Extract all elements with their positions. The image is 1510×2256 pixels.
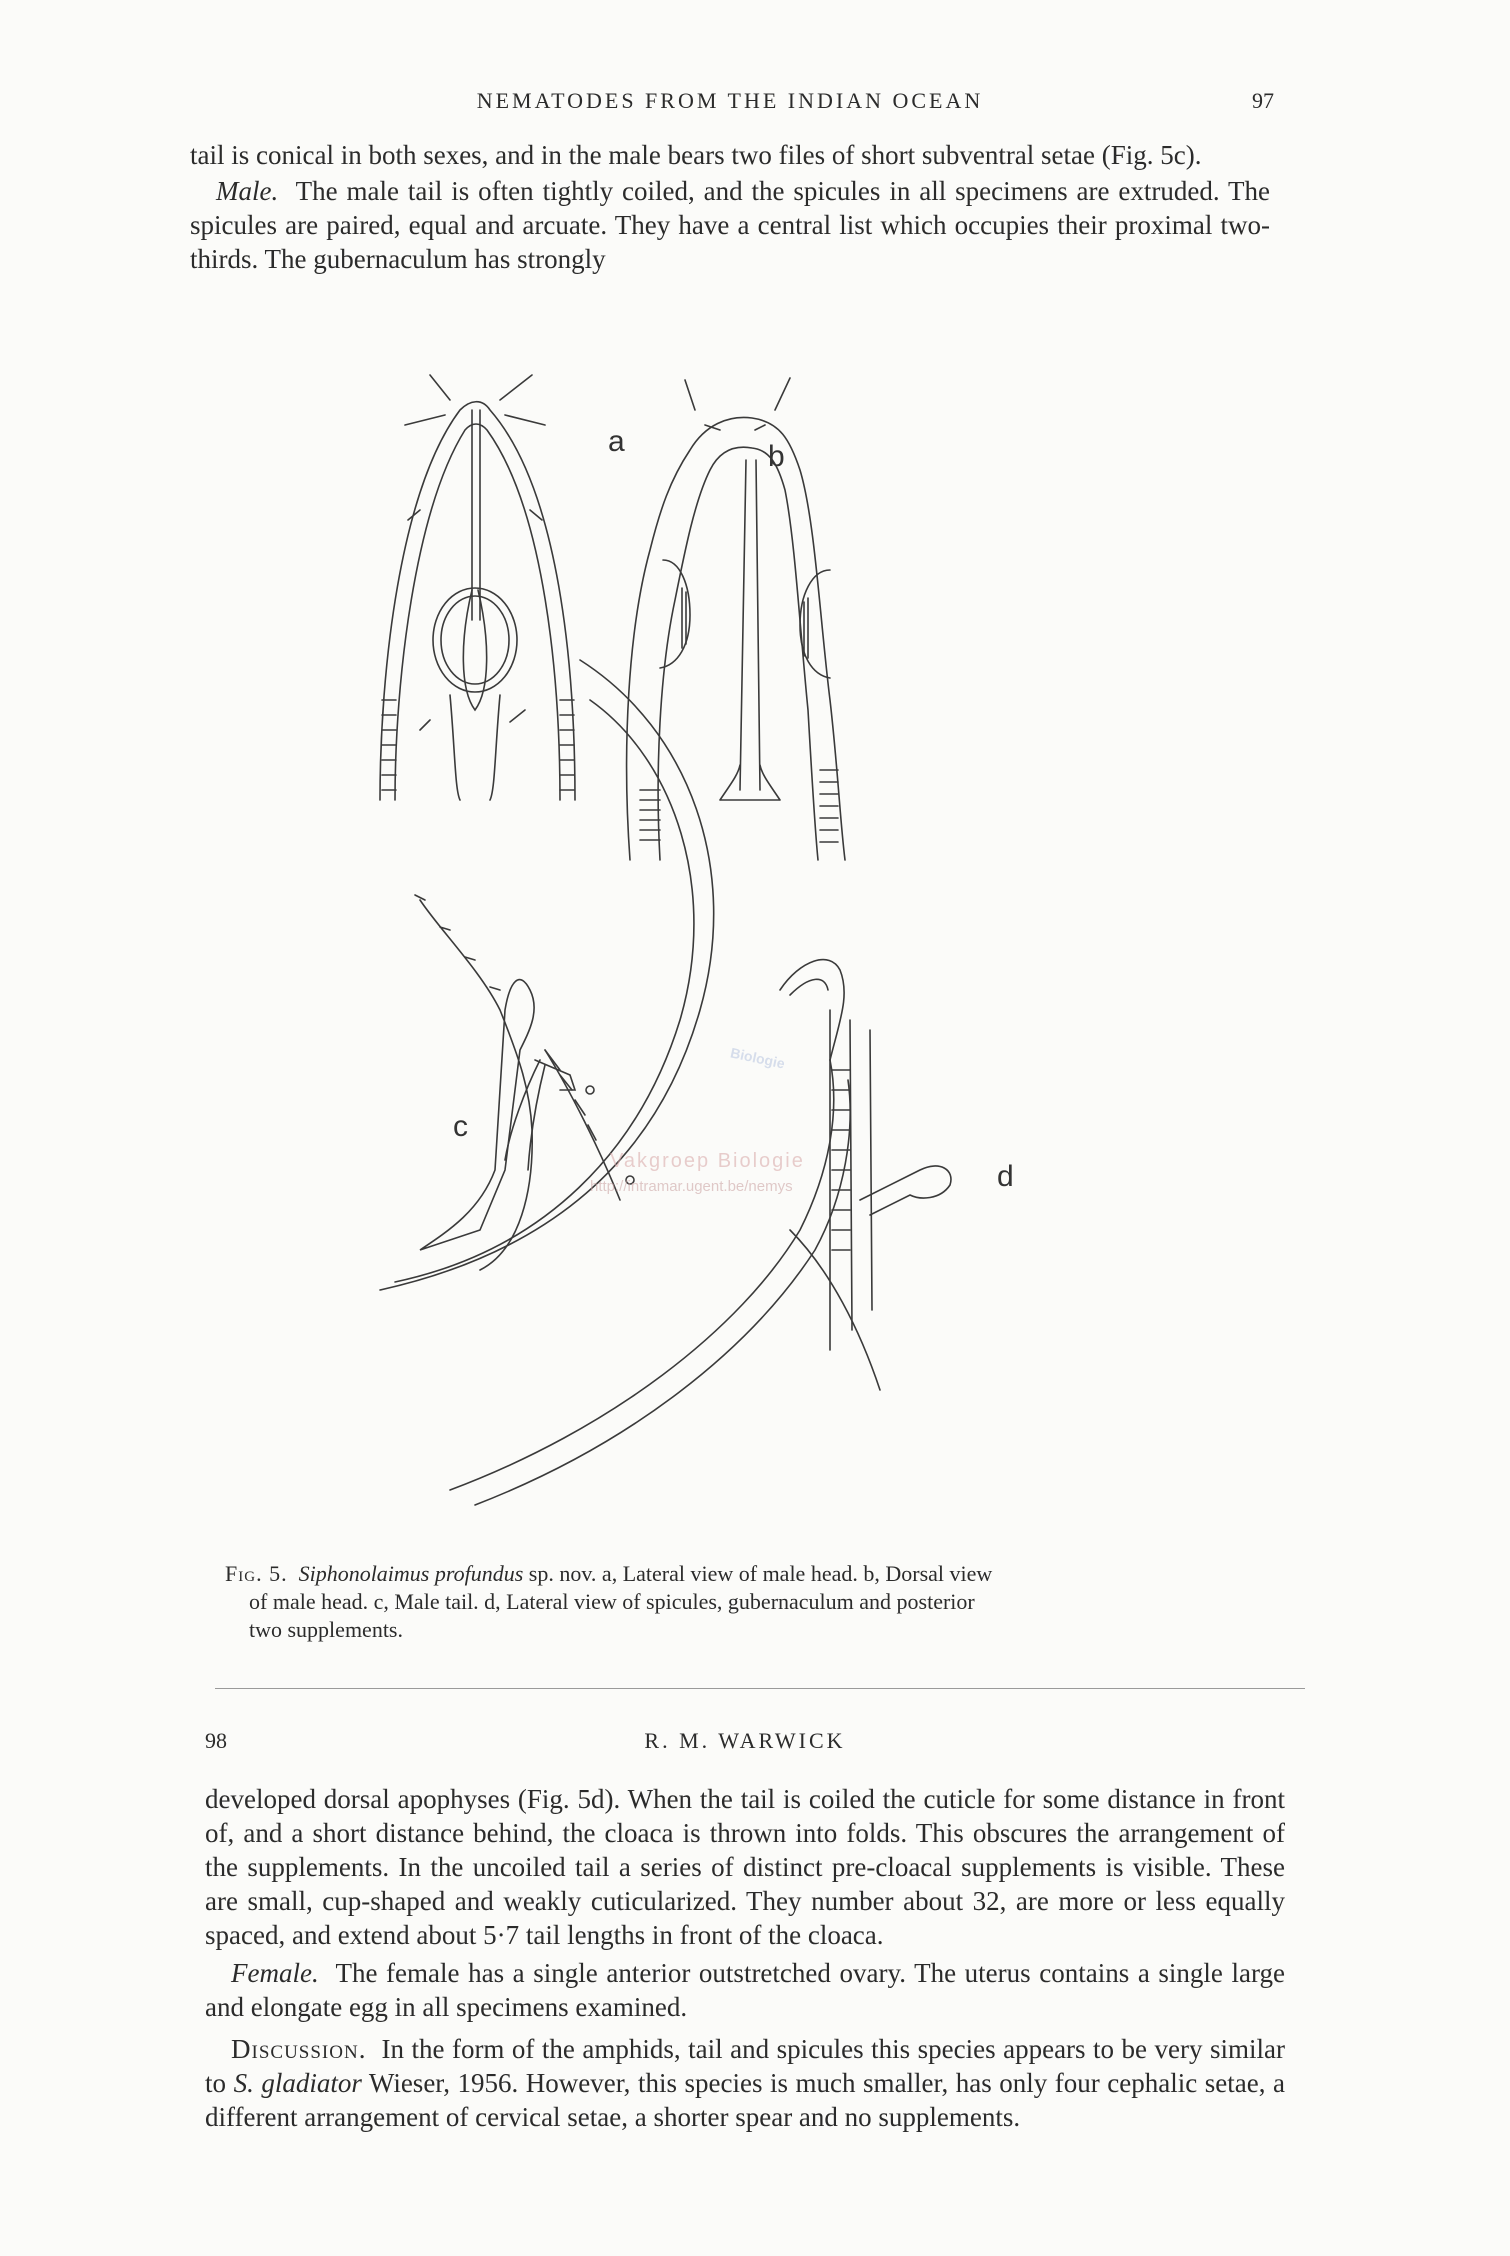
paragraph-label-discussion: Discussion. — [231, 2034, 367, 2064]
discussion-species: S. gladiator — [233, 2068, 362, 2098]
watermark-url: http://intramar.ugent.be/nemys — [590, 1178, 793, 1195]
panel-label-c: c — [453, 1110, 468, 1143]
panel-label-d: d — [997, 1160, 1014, 1193]
panel-a-drawing — [380, 375, 575, 800]
watermark-middle-text: Vakgroep Biologie — [610, 1150, 805, 1172]
figure-5 — [360, 370, 1130, 1540]
running-author: R. M. WARWICK — [644, 1728, 846, 1753]
paragraph-98-1: developed dorsal apophyses (Fig. 5d). When the tail is coiled the cuticle for some distance in front of, and a short distance behind, the cloaca is thrown into folds. This obscures the arrangement of the supplements. In the uncoiled tail a series of distinct pre-cloacal supplements is visible. These are small, cup-shaped and weakly cuticularized. They number about 32, are more or less equally spaced, and extend about 5·7 tail lengths in front of the cloaca. — [205, 1784, 1285, 1950]
caption-line-2: of male head. c, Male tail. d, Lateral view of spicules, gubernaculum and posterior — [249, 1589, 975, 1614]
paragraph-label: Male. — [216, 176, 279, 206]
panel-d-drawing — [450, 960, 951, 1505]
body-text-98 — [205, 1782, 1285, 2134]
panel-label-a: a — [608, 425, 625, 458]
page-number: 97 — [1252, 88, 1274, 113]
paragraph-male — [190, 174, 1270, 276]
caption-line-3: two supplements. — [249, 1617, 403, 1642]
paragraph-text: The male tail is often tightly coiled, and the spicules in all specimens are extruded. The spicules are paired, equal and arcuate. They have a central list which occupies their proximal two-thirds. The gubernaculum has strongly — [190, 176, 1270, 274]
paragraph-continued: tail is conical in both sexes, and in the male bears two files of short subventral setae (Fig. 5c). — [190, 140, 1202, 170]
panel-label-b: b — [768, 440, 785, 473]
watermark-top-text: Biologie — [728, 1044, 787, 1072]
caption-figure-label: Fig. 5. — [225, 1561, 288, 1586]
panel-b-drawing — [627, 378, 845, 860]
paragraph-text-female: The female has a single anterior outstretched ovary. The uterus contains a single large and elongate egg in all specimens examined. — [205, 1958, 1285, 2022]
figure-drawing — [360, 370, 1130, 1540]
caption-line-1 — [225, 1560, 1255, 1588]
discussion-text-pre: In the form of the amphids, tail and spicules this species appears to be very similar to — [205, 2034, 1286, 2098]
body-text-97 — [190, 138, 1270, 276]
discussion-text-post: Wieser, 1956. However, this species is much smaller, has only four cephalic setae, a different arrangement of cervical setae, a shorter spear and no supplements. — [205, 2068, 1286, 2132]
watermark — [590, 1044, 890, 1200]
paragraph-discussion — [205, 2032, 1285, 2134]
paragraph-label-female: Female. — [231, 1958, 319, 1988]
running-title: NEMATODES FROM THE INDIAN OCEAN — [476, 88, 984, 113]
figure-caption — [225, 1560, 1255, 1644]
caption-text-1: sp. nov. a, Lateral view of male head. b, Dorsal view — [528, 1561, 993, 1586]
page-divider — [215, 1688, 1305, 1689]
page-number-98: 98 — [205, 1728, 227, 1753]
caption-species: Siphonolaimus profundus — [298, 1561, 524, 1586]
paragraph-female — [205, 1956, 1285, 2024]
